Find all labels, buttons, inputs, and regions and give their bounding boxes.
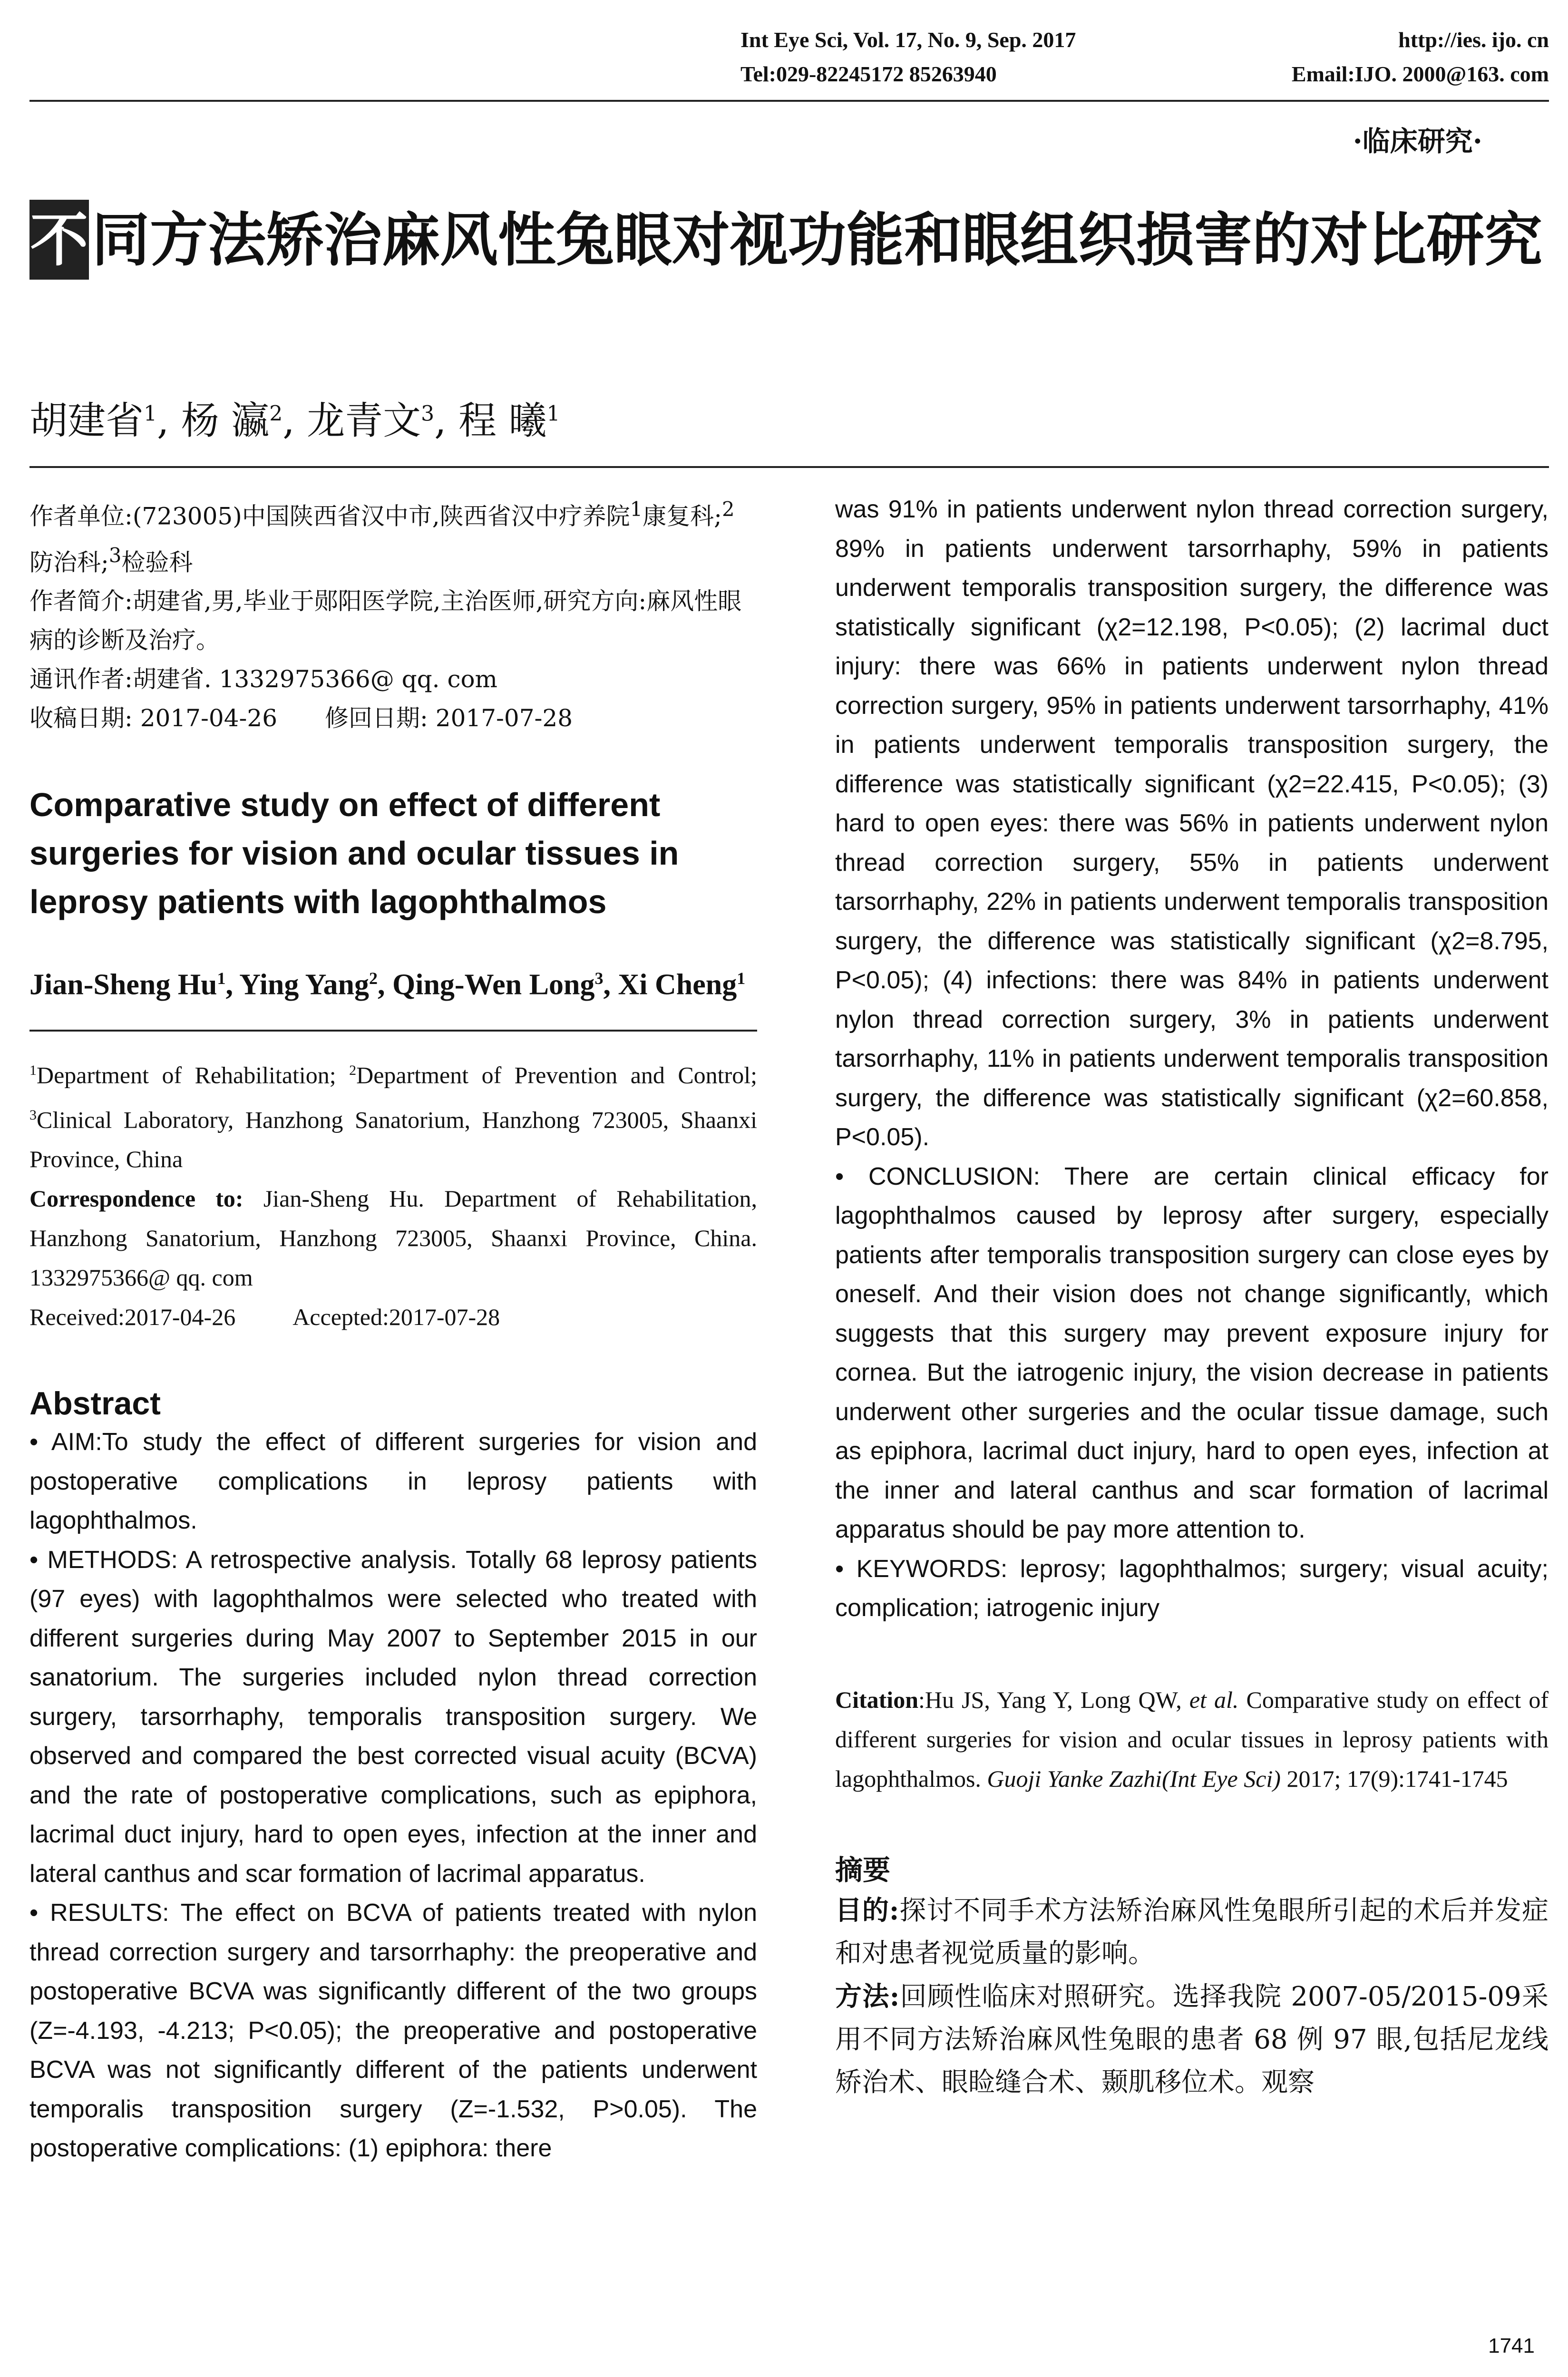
accepted-date-en: Accepted:2017-07-28	[292, 1304, 500, 1331]
abstract-right	[835, 490, 1549, 1628]
title-rule	[29, 466, 1549, 468]
author-en-4: Xi Cheng	[618, 968, 737, 1001]
author-zh-4-sup: 1	[546, 401, 560, 426]
affil-dept-2: Department of Prevention and Control;	[356, 1062, 757, 1089]
section-tag: ·临床研究·	[1353, 125, 1482, 157]
unit-sup-3: 3	[108, 543, 122, 567]
author-zh-3-sup: 3	[421, 401, 435, 426]
abstract-results: • RESULTS: The effect on BCVA of patients treated with nylon thread correction surgery and tarsorrhaphy: the preoperative and postoperative BCVA was significantly different of the two groups (Z=-4.193, -4.213; P<0.05); the preoperative and postoperative BCVA was not significantly different of the patients underwent temporalis transposition surgery (Z=-1.532, P>0.05). The postoperative complications: (1) epiphora: there	[29, 1899, 757, 2163]
received-date-zh: 收稿日期: 2017-04-26	[29, 704, 278, 732]
received-date-en: Received:2017-04-26	[29, 1304, 236, 1331]
zh-methods-label: 方法:	[835, 1980, 900, 2012]
author-en-3: Qing-Wen Long	[392, 968, 595, 1001]
title-zh	[29, 200, 1551, 280]
citation-label: Citation	[835, 1686, 918, 1713]
unit-dept-2: 防治科;	[29, 548, 109, 576]
authors-en: Jian-Sheng Hu$^1$, Ying Yang$^2$, Qing-Wen Long$^3$, Xi Cheng$^1$	[29, 968, 746, 1001]
authors-zh: 胡建省$^1$, 杨 瀛$^2$, 龙青文$^3$, 程 曦$^1$	[29, 399, 560, 443]
title-first-char: 不	[29, 200, 89, 280]
citation-authors: :Hu JS, Yang Y, Long QW,	[918, 1686, 1182, 1713]
correspondence-text: Jian-Sheng Hu. Department of Rehabilitation, Hanzhong Sanatorium, Hanzhong 723005, Shaanxi Province, China. 1332975366@ qq. com	[29, 1185, 757, 1291]
left-column	[29, 490, 757, 2168]
journal-website: http://ies. ijo. cn	[1398, 28, 1549, 52]
affil-sup-1: 1	[29, 1062, 37, 1078]
author-unit	[29, 490, 757, 582]
author-zh-2-sup: 2	[269, 401, 283, 426]
affil-dept-3: Clinical Laboratory, Hanzhong Sanatorium, Hanzhong 723005, Shaanxi Province, China	[29, 1106, 757, 1173]
citation-text: Comparative study on effect of different surgeries for vision and ocular tissues in leprosy patients with lagophthalmos.	[835, 1686, 1549, 1792]
right-column	[835, 490, 1549, 2104]
unit-sup-1: 1	[630, 497, 643, 521]
abstract-methods: • METHODS: A retrospective analysis. Totally 68 leprosy patients (97 eyes) with lagophthalmos were selected who treated with different surgeries during May 2007 to September 2015 in our sanatorium. The surgeries included nylon thread correction surgery, tarsorrhaphy, temporalis transposition surgery. We observed and compared the best corrected visual acuity (BCVA) and the rate of postoperative complications, such as epiphora, lacrimal duct injury, hard to open eyes, infection at the inner and lateral canthus and scar formation of lacrimal apparatus.	[29, 1546, 757, 1888]
zh-abstract-aim	[835, 1889, 1549, 1975]
correspondence-label: Correspondence to:	[29, 1185, 243, 1212]
author-en-1: Jian-Sheng Hu	[29, 968, 217, 1001]
author-bio: 作者简介:胡建省,男,毕业于郧阳医学院,主治医师,研究方向:麻风性眼病的诊断及治疗。	[29, 587, 742, 654]
meta-zh	[29, 490, 757, 738]
author-en-2: Ying Yang	[239, 968, 369, 1001]
abstract-left	[29, 1422, 757, 2168]
page-number: 1741	[1488, 2334, 1535, 2358]
abstract-conclusion: • CONCLUSION: There are certain clinical efficacy for lagophthalmos caused by leprosy after surgery, especially patients after temporalis transposition surgery can close eyes by oneself. And their vision does not change significantly, which suggests that this surgery may prevent exposure injury for cornea. But the iatrogenic injury, the vision decrease in patients underwent other surgeries and the ocular tissue damage, such as epiphora, lacrimal duct injury, hard to open eyes, infection at the inner and lateral canthus and scar formation of lacrimal apparatus should be pay more attention to.	[835, 1162, 1549, 1543]
header-rule	[29, 100, 1549, 102]
author-en-2-sup: 2	[369, 969, 378, 988]
unit-dept-1: 康复科;	[643, 502, 722, 530]
title-en: Comparative study on effect of different surgeries for vision and ocular tissues in leprosy patients with lagophthalmos	[29, 786, 679, 921]
correspondence	[29, 1179, 757, 1297]
citation-journal: Guoji Yanke Zazhi(Int Eye Sci)	[987, 1765, 1281, 1792]
abstract-aim: • AIM:To study the effect of different surgeries for vision and postoperative complications in leprosy patients with lagophthalmos.	[29, 1428, 757, 1535]
corresponding-author: 通讯作者:胡建省. 1332975366@ qq. com	[29, 665, 497, 693]
author-en-1-sup: 1	[217, 969, 226, 988]
author-en-3-sup: 3	[594, 969, 604, 988]
author-zh-1-sup: 1	[144, 401, 157, 426]
abstract-keywords: • KEYWORDS: leprosy; lagophthalmos; surgery; visual acuity; complication; iatrogenic injury	[835, 1555, 1549, 1622]
author-en-4-sup: 1	[737, 969, 746, 988]
zh-abstract	[835, 1889, 1549, 2104]
zh-abstract-heading: 摘要	[835, 1853, 891, 1886]
journal-tel: Tel:029-82245172 85263940	[740, 62, 997, 86]
dates-en	[29, 1297, 757, 1337]
dates-zh	[29, 699, 757, 738]
unit-text: 作者单位:(723005)中国陕西省汉中市,陕西省汉中疗养院	[29, 502, 630, 530]
title-rest: 同方法矫治麻风性兔眼对视功能和眼组织损害的对比研究	[92, 205, 1542, 274]
author-zh-4: 程 曦	[458, 399, 547, 443]
affiliations-en	[29, 1051, 757, 1337]
author-zh-2: 杨 瀛	[181, 399, 270, 443]
author-zh-3: 龙青文	[307, 399, 421, 443]
citation	[835, 1680, 1549, 1799]
abstract-heading: Abstract	[29, 1385, 161, 1422]
zh-methods-text: 回顾性临床对照研究。选择我院 2007-05/2015-09采用不同方法矫治麻风性兔眼的患者 68 例 97 眼,包括尼龙线矫治术、眼睑缝合术、颞肌移位术。观察	[835, 1981, 1549, 2098]
affiliation-rule	[29, 1030, 757, 1032]
revised-date-zh: 修回日期: 2017-07-28	[325, 704, 573, 732]
zh-abstract-methods	[835, 1975, 1549, 2104]
affil-dept-1: Department of Rehabilitation;	[37, 1062, 336, 1089]
running-header	[740, 23, 1549, 91]
author-zh-1: 胡建省	[29, 399, 144, 443]
zh-aim-label: 目的:	[835, 1894, 899, 1926]
citation-etal: et al.	[1189, 1686, 1239, 1713]
unit-sup-2: 2	[722, 497, 735, 521]
abstract-results-continued: was 91% in patients underwent nylon thread correction surgery, 89% in patients underwent tarsorrhaphy, 59% in patients underwent temporalis transposition surgery, the difference was statistically significant (χ2=12.198, P<0.05); (2) lacrimal duct injury: there was 66% in patients underwent nylon thread correction surgery, 95% in patients underwent tarsorrhaphy, 41% in patients underwent temporalis transposition surgery, the difference was statistically significant (χ2=22.415, P<0.05); (3) hard to open eyes: there was 56% in patients underwent nylon thread correction surgery, 55% in patients underwent tarsorrhaphy, 22% in patients underwent temporalis transposition surgery, the difference was statistically significant (χ2=8.795, P<0.05); (4) infections: there was 84% in patients underwent nylon thread correction surgery, 3% in patients underwent tarsorrhaphy, 11% in patients underwent temporalis transposition surgery, the difference was statistically significant (χ2=60.858, P<0.05).	[835, 496, 1549, 1151]
affil-sup-2: 2	[349, 1062, 357, 1078]
zh-aim-text: 探讨不同手术方法矫治麻风性兔眼所引起的术后并发症和对患者视觉质量的影响。	[835, 1895, 1549, 1969]
affil-sup-3: 3	[29, 1107, 37, 1123]
citation-ref: 2017; 17(9):1741-1745	[1286, 1765, 1508, 1792]
journal-info: Int Eye Sci, Vol. 17, No. 9, Sep. 2017	[740, 28, 1076, 52]
unit-dept-3: 检验科	[121, 548, 193, 576]
journal-email: Email:IJO. 2000@163. com	[1291, 62, 1549, 86]
affiliation-text	[29, 1051, 757, 1179]
